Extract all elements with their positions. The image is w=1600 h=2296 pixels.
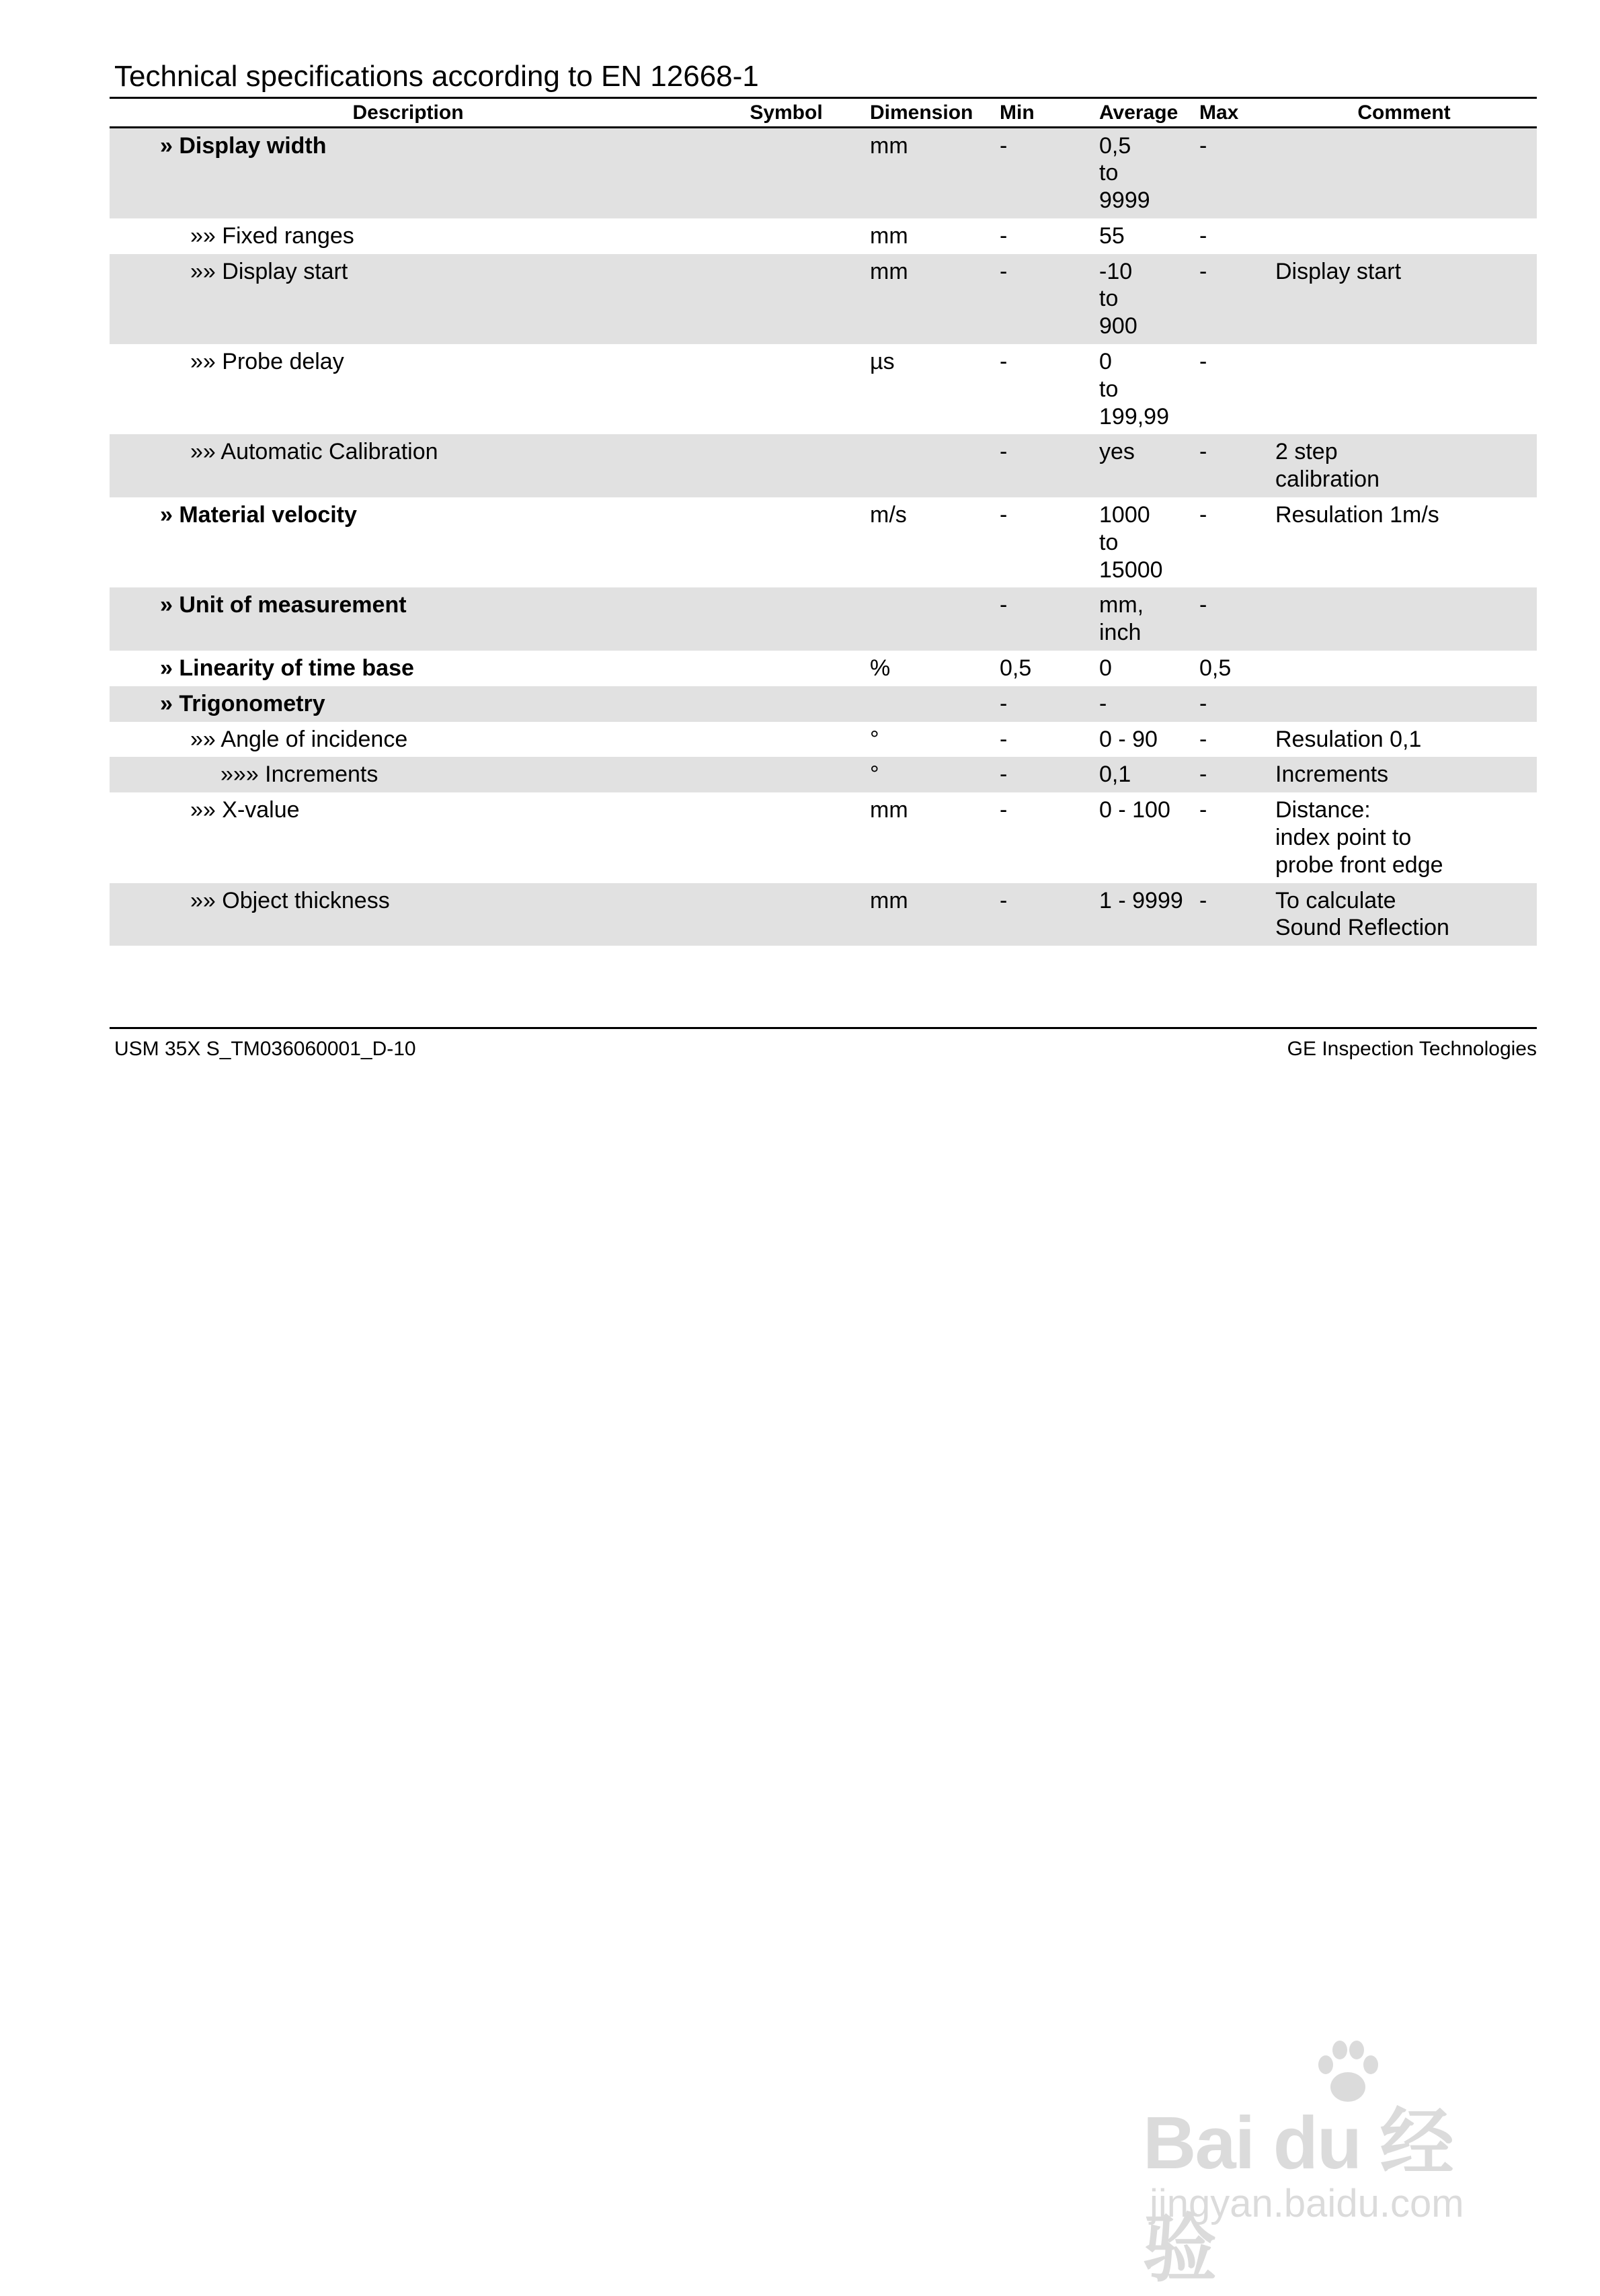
cell-comment: Resulation 0,1 — [1275, 726, 1422, 752]
cell-min: - — [996, 254, 1095, 344]
cell-symbol — [707, 218, 866, 254]
cell-min: - — [1000, 797, 1008, 823]
cell-dimension: mm — [866, 883, 996, 946]
table-row — [110, 757, 1537, 792]
cell-min: - — [996, 587, 1095, 651]
cell-description: » Unit of measurement — [110, 587, 707, 651]
cell-min: - — [1000, 349, 1008, 375]
cell-comment: Resulation 1m/s — [1275, 502, 1439, 528]
table-row — [110, 344, 1537, 434]
cell-description: » Material velocity — [160, 502, 357, 528]
cell-comment — [1271, 344, 1537, 434]
table-row — [110, 686, 1537, 722]
cell-description: »» Angle of incidence — [190, 726, 408, 752]
cell-description: »» Probe delay — [190, 349, 344, 375]
cell-min: - — [1000, 726, 1008, 752]
cell-dimension — [866, 434, 996, 497]
cell-symbol — [707, 722, 866, 757]
cell-comment — [1271, 218, 1537, 254]
cell-max: - — [1195, 434, 1271, 497]
cell-average: 0 - 90 — [1099, 726, 1158, 752]
header-dimension: Dimension — [866, 98, 996, 128]
cell-average: 0 — [1099, 655, 1112, 682]
cell-symbol — [707, 434, 866, 497]
watermark — [1143, 2037, 1519, 2291]
cell-max: - — [1199, 222, 1207, 249]
cell-min: - — [996, 434, 1095, 497]
table-row — [110, 722, 1537, 757]
table-row — [110, 434, 1537, 497]
cell-comment — [1271, 127, 1537, 218]
cell-symbol — [707, 497, 866, 587]
cell-max: 0,5 — [1199, 655, 1232, 682]
cell-max: - — [1199, 726, 1207, 752]
cell-max: - — [1199, 349, 1207, 375]
footer-divider — [110, 1027, 1537, 1029]
cell-min: - — [996, 127, 1095, 218]
table-row — [110, 254, 1537, 344]
footer-document-id: USM 35X S_TM036060001_D-10 — [114, 1038, 416, 1060]
cell-average: yes — [1095, 434, 1195, 497]
header-symbol: Symbol — [707, 98, 866, 128]
cell-average: 1 - 9999 — [1095, 883, 1195, 946]
cell-dimension: m/s — [870, 502, 907, 528]
cell-dimension: ° — [866, 757, 996, 792]
cell-dimension: mm — [870, 797, 908, 823]
cell-average: 0,1 — [1095, 757, 1195, 792]
cell-description: »» Display start — [110, 254, 707, 344]
cell-min: - — [1000, 502, 1008, 528]
cell-dimension: mm — [870, 222, 908, 249]
header-comment: Comment — [1271, 98, 1537, 128]
header-average: Average — [1095, 98, 1195, 128]
cell-max: - — [1195, 757, 1271, 792]
cell-max: - — [1195, 686, 1271, 722]
table-row — [110, 651, 1537, 686]
cell-description: » Display width — [110, 127, 707, 218]
table-row — [110, 127, 1537, 218]
table-row — [110, 587, 1537, 651]
table-row — [110, 218, 1537, 254]
header-min: Min — [996, 98, 1095, 128]
cell-max: - — [1199, 797, 1207, 823]
table-row — [110, 792, 1537, 883]
cell-comment: Display start — [1271, 254, 1537, 344]
cell-dimension: µs — [870, 349, 895, 375]
cell-min: - — [996, 686, 1095, 722]
cell-average: 1000 to 15000 — [1099, 502, 1163, 583]
cell-max: - — [1195, 883, 1271, 946]
cell-average: 0 - 100 — [1099, 797, 1170, 823]
cell-comment — [1271, 587, 1537, 651]
cell-description: »» Automatic Calibration — [110, 434, 707, 497]
footer-company: GE Inspection Technologies — [1287, 1038, 1537, 1060]
cell-min: - — [1000, 222, 1008, 249]
cell-average: - — [1095, 686, 1195, 722]
cell-description: » Linearity of time base — [160, 655, 414, 682]
cell-average: 0 to 199,99 — [1099, 349, 1169, 429]
cell-symbol — [707, 344, 866, 434]
cell-symbol — [707, 686, 866, 722]
cell-symbol — [707, 651, 866, 686]
cell-dimension — [866, 587, 996, 651]
header-max: Max — [1195, 98, 1271, 128]
cell-dimension: mm — [866, 127, 996, 218]
cell-min: 0,5 — [1000, 655, 1032, 682]
cell-symbol — [707, 127, 866, 218]
cell-average: 0,5 to 9999 — [1095, 127, 1195, 218]
cell-average: 55 — [1099, 222, 1125, 249]
cell-symbol — [707, 757, 866, 792]
cell-symbol — [707, 587, 866, 651]
cell-symbol — [707, 254, 866, 344]
cell-description: »» Fixed ranges — [190, 222, 354, 249]
cell-description: »» X-value — [190, 797, 300, 823]
table-row — [110, 883, 1537, 946]
cell-dimension: % — [870, 655, 891, 682]
cell-comment: 2 step calibration — [1271, 434, 1537, 497]
cell-max: - — [1195, 254, 1271, 344]
cell-symbol — [707, 792, 866, 883]
cell-comment — [1271, 686, 1537, 722]
cell-max: - — [1199, 502, 1207, 528]
cell-symbol — [707, 883, 866, 946]
cell-description: »»» Increments — [110, 757, 707, 792]
cell-comment: To calculate Sound Reflection — [1271, 883, 1537, 946]
cell-comment — [1271, 651, 1537, 686]
cell-max: - — [1195, 587, 1271, 651]
cell-average: mm, inch — [1095, 587, 1195, 651]
cell-max: - — [1195, 127, 1271, 218]
table-row — [110, 497, 1537, 587]
header-description: Description — [110, 98, 707, 128]
cell-description: »» Object thickness — [110, 883, 707, 946]
cell-comment: Increments — [1271, 757, 1537, 792]
cell-dimension — [866, 686, 996, 722]
table-header-row — [110, 98, 1537, 128]
page-title: Technical specifications according to EN 12668-1 — [114, 60, 759, 93]
cell-description: » Trigonometry — [110, 686, 707, 722]
cell-min: - — [996, 883, 1095, 946]
watermark-url: jingyan.baidu.com — [1150, 2182, 1464, 2225]
cell-comment: Distance: index point to probe front edge — [1275, 797, 1443, 878]
table-body — [110, 127, 1537, 946]
cell-dimension: ° — [870, 726, 879, 752]
spec-table — [110, 97, 1537, 946]
cell-min: - — [996, 757, 1095, 792]
cell-dimension: mm — [866, 254, 996, 344]
watermark-brand: Bai du 经验 — [1143, 2102, 1453, 2291]
cell-average: -10 to 900 — [1095, 254, 1195, 344]
